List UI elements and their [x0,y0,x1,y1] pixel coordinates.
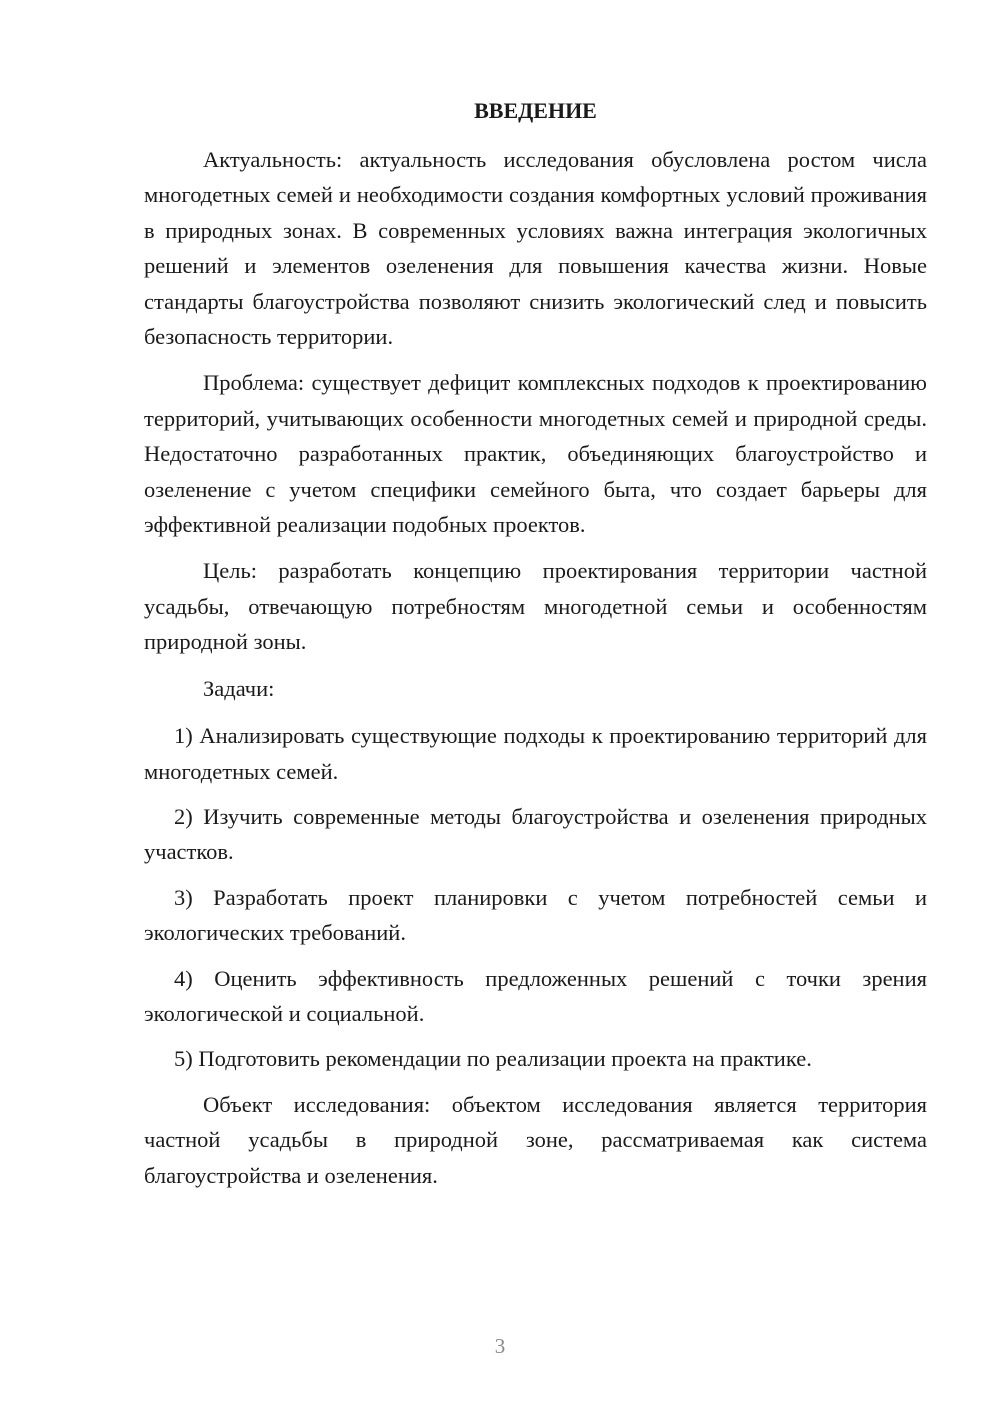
problem-paragraph: Проблема: существует дефицит комплексных подходов к проектированию территорий, учитывающих особенности многодетных семей и природной среды. Недостаточно разработанных практик, объединяющих благоустройство и озеленение с учетом специфики семейного быта, что создает барьеры для эффективной реализации подобных проектов. [144,370,927,538]
document-body [144,142,927,1204]
task-item-5: 5) Подготовить рекомендации по реализации проекта на практике. [174,1046,812,1072]
page-number: 3 [494,1334,506,1358]
section-heading: ВВЕДЕНИЕ [474,98,597,123]
task-item-3: 3) Разработать проект планировки с учетом потребностей семьи и экологических требований. [144,884,927,946]
task-item-1: 1) Анализировать существующие подходы к проектированию территорий для многодетных семей. [144,723,927,784]
relevance-paragraph: Актуальность: актуальность исследования обусловлена ростом числа многодетных семей и необходимости создания комфортных условий проживания в природных зонах. В современных условиях важна интеграция экологичных решений и элементов озеленения для повышения качества жизни. Новые стандарты благоустройства позволяют снизить экологический след и повысить безопасность территории. [144,147,927,350]
task-item-4: 4) Оценить эффективность предложенных решений с точки зрения экологической и социальной. [144,965,927,1026]
object-paragraph: Объект исследования: объектом исследования является территория частной усадьбы в природной зоне, рассматриваемая как система благоустройства и озеленения. [144,1091,927,1188]
task-item-2: 2) Изучить современные методы благоустройства и озеленения природных участков. [144,803,927,865]
goal-paragraph: Цель: разработать концепцию проектирования территории частной усадьбы, отвечающую потребностям многодетной семьи и особенностям природной зоны. [144,558,927,655]
tasks-label: Задачи: [203,675,275,701]
